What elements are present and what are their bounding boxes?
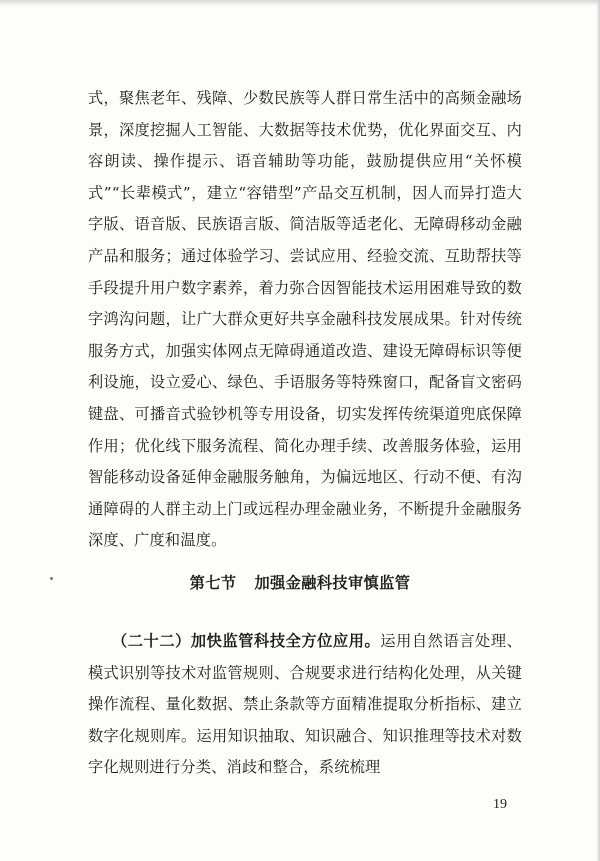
scan-shadow-right [596, 0, 600, 861]
section-number: 第七节 [189, 574, 237, 592]
paragraph-2-lead: （二十二）加快监管科技全方位应用。 [119, 632, 381, 650]
body-paragraph-2 [88, 626, 522, 784]
body-paragraph-1: 式，聚焦老年、残障、少数民族等人群日常生活中的高频金融场景，深度挖掘人工智能、大数据等技术优势，优化界面交互、内容朗读、操作提示、语音辅助等功能，鼓励提供应用“关怀模式”“长辈模式”，建立“容错型”产品交互机制，因人而异打造大字版、语音版、民族语言版、简洁版等适老化、无障碍移动金融产品和服务；通过体验学习、尝试应用、经验交流、互助帮扶等手段提升用户数字素养，着力弥合因智能技术运用困难导致的数字鸿沟问题，让广大群众更好共享金融科技发展成果。针对传统服务方式，加强实体网点无障碍通道改造、建设无障碍标识等便利设施，设立爱心、绿色、手语服务等特殊窗口，配备盲文密码键盘、可播音式验钞机等专用设备，切实发挥传统渠道兜底保障作用；优化线下服务流程、简化办理手续、改善服务体验，运用智能移动设备延伸金融服务触角，为偏远地区、行动不便、有沟通障碍的人群主动上门或远程办理金融业务，不断提升金融服务深度、广度和温度。 [88, 89, 522, 550]
page-number: 19 [493, 797, 507, 812]
section-heading [0, 569, 600, 597]
scan-shadow-top [0, 0, 600, 6]
section-title: 加强金融科技审慎监管 [254, 574, 411, 592]
paragraph-2-body: 运用自然语言处理、模式识别等技术对监管规则、合规要求进行结构化处理，从关键操作流程、量化数据、禁止条款等方面精准提取分析指标、建立数字化规则库。运用知识抽取、知识融合、知识推理等技术对数字化规则进行分类、消歧和整合，系统梳理 [88, 632, 522, 777]
